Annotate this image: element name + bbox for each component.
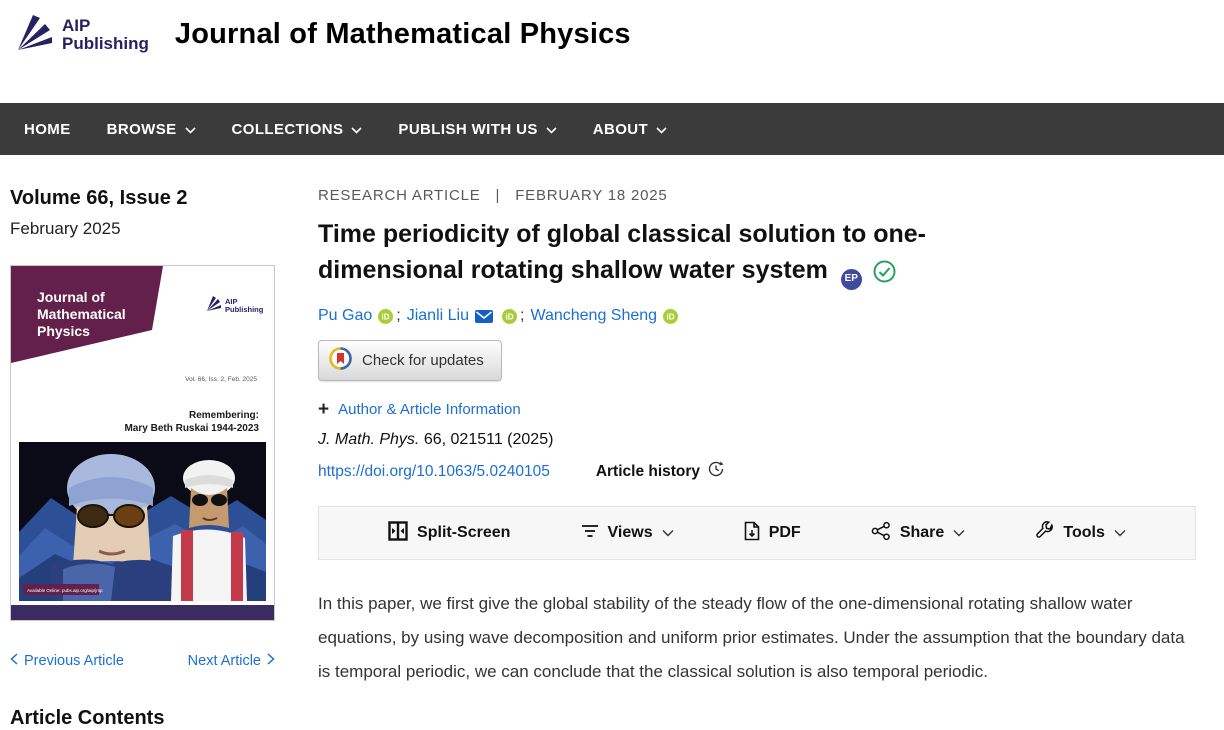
article-history-toggle[interactable]: Article history [596,461,724,482]
nav-item-home[interactable]: HOME [24,120,71,138]
abstract-text: In this paper, we first give the global stability of the steady flow of the one-dimensional rotating shallow water equations, by using wave decomposition and uniform prior estimates. Under the assumption that the boundary data is temporal periodic, we can conclude that the classical solution is also temporal periodic. [318,594,1185,681]
author-separator: ; [396,307,401,324]
nav-item-publish-with-us[interactable]: PUBLISH WITH US [398,121,556,138]
journal-abbreviation: J. Math. Phys. [318,431,420,448]
cover-illustration [19,442,266,601]
orcid-icon[interactable] [663,309,678,324]
svg-text:Mary Beth Ruskai 1944-2023: Mary Beth Ruskai 1944-2023 [124,423,259,434]
svg-text:iD: iD [505,312,514,321]
journal-cover-image[interactable] [10,265,275,621]
split-screen-button[interactable]: Split-Screen [388,521,510,546]
split-screen-icon [388,521,408,546]
article-contents-heading: Article Contents [10,707,165,729]
aip-fan-icon [16,12,54,57]
chevron-right-icon [267,653,275,669]
share-icon [871,522,891,545]
svg-text:Available Online: pubs.aip.org: Available Online: pubs.aip.org/aip/jmp [27,588,103,593]
aip-logo-text: AIP Publishing [62,15,149,53]
share-button[interactable]: Share [871,522,965,545]
chevron-down-icon [1114,524,1126,542]
svg-text:Remembering:: Remembering: [188,410,259,421]
orcid-icon[interactable] [502,309,517,324]
chevron-left-icon [10,653,18,669]
article-meta-line [318,187,1196,204]
journal-title[interactable]: Journal of Mathematical Physics [174,18,631,50]
free-access-check-icon [873,257,896,293]
views-icon [581,524,599,543]
article-type-label: RESEARCH ARTICLE [318,187,481,204]
crossmark-icon [329,347,352,374]
article-main [318,187,1196,730]
author-list [318,307,1196,325]
next-article-link[interactable]: Next Article [188,653,275,669]
citation-line: J. Math. Phys. 66, 021511 (2025) [318,431,554,448]
svg-text:Mathematical: Mathematical [37,306,126,322]
svg-text:AIP: AIP [225,297,238,306]
doi-link[interactable]: https://doi.org/10.1063/5.0240105 [318,462,550,480]
plus-icon: + [318,399,330,420]
publication-date: FEBRUARY 18 2025 [515,187,668,204]
cover-footer-bar [11,605,274,620]
chevron-down-icon [546,121,557,138]
volume-issue-heading: Volume 66, Issue 2 [10,187,188,209]
tools-button[interactable]: Tools [1035,521,1125,545]
svg-text:iD: iD [666,312,675,321]
author-link-wancheng-sheng[interactable]: Wancheng Sheng [530,307,658,324]
main-nav [0,103,1224,155]
issue-sidebar [10,187,275,730]
chevron-down-icon [953,524,965,542]
aip-publishing-logo[interactable] [16,12,149,57]
issue-date: February 2025 [10,219,121,238]
meta-separator: | [495,187,501,204]
pdf-button[interactable]: PDF [744,521,801,546]
chevron-down-icon [351,121,362,138]
svg-text:iD: iD [381,312,390,321]
author-article-information-toggle[interactable]: + Author & Article Information [318,399,521,420]
article-pager [10,653,275,669]
previous-article-link[interactable]: Previous Article [10,653,124,669]
nav-item-browse[interactable]: BROWSE [107,121,196,138]
doi-row [318,461,1196,482]
author-separator: ; [519,307,525,324]
svg-text:Physics: Physics [37,323,90,339]
site-header [0,0,1224,103]
svg-text:Vol. 66, Iss. 2, Feb. 2025: Vol. 66, Iss. 2, Feb. 2025 [185,376,257,383]
email-icon[interactable] [475,310,493,323]
article-toolbar [318,506,1196,560]
chevron-down-icon [185,121,196,138]
early-publication-badge: EP [841,269,862,290]
article-title: Time periodicity of global classical solution to one-dimensional rotating shallow water system EP [318,216,1066,293]
nav-item-collections[interactable]: COLLECTIONS [232,121,363,138]
svg-text:Publishing: Publishing [225,305,264,314]
tools-icon [1035,521,1054,545]
chevron-down-icon [656,121,667,138]
nav-item-about[interactable]: ABOUT [593,121,667,138]
clock-history-icon [708,461,724,482]
author-link-pu-gao[interactable]: Pu Gao [318,307,373,324]
svg-text:Journal of: Journal of [37,289,105,305]
pdf-icon [744,521,760,546]
author-link-jianli-liu[interactable]: Jianli Liu [406,307,469,324]
check-for-updates-button[interactable]: Check for updates [318,340,502,381]
orcid-icon[interactable] [378,309,393,324]
views-button[interactable]: Views [581,524,674,543]
chevron-down-icon [662,524,674,542]
